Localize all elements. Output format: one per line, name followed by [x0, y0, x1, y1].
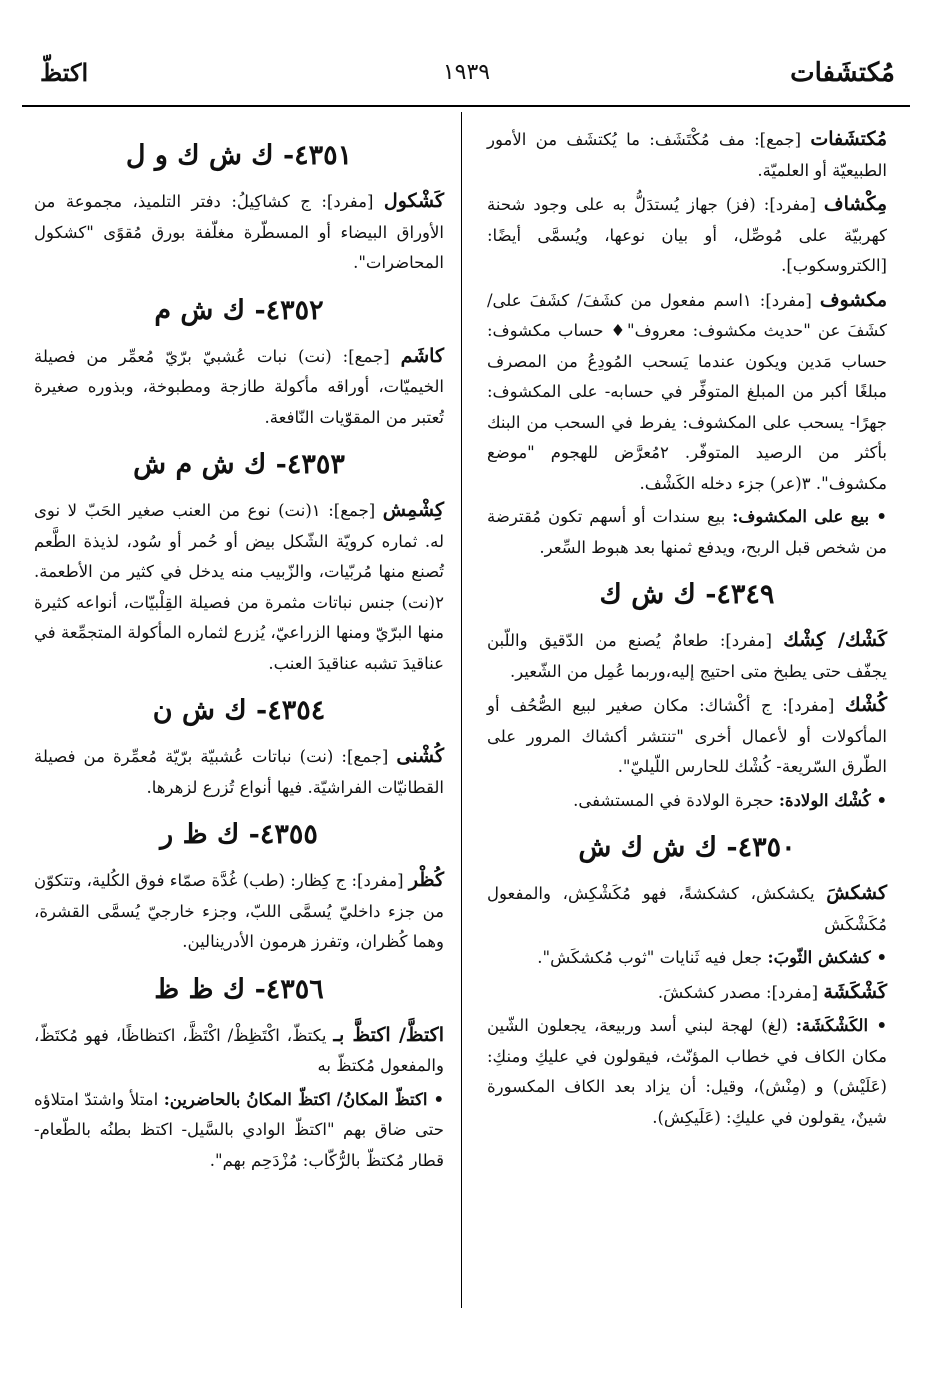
definition-text: امتلأ واشتدّ امتلاؤه حتى ضاق بهم "اكتظّ الوادي بالسَّيل- اكتظ بطنُه بالطّعام- قطار مُكتظّ بالرُّكّاب: مُزْدَحِم بهم".	[34, 1089, 444, 1170]
column-divider	[461, 112, 462, 1308]
dictionary-entry	[34, 1020, 444, 1082]
headword: • كُشْك الولادة:	[778, 790, 887, 810]
dictionary-entry	[487, 625, 887, 687]
dictionary-entry	[487, 690, 887, 783]
headword: كاشَم	[400, 344, 444, 367]
definition-text: يكشكش، كشكشةً، فهو مُكَشْكِش، والمفعول مُكَشْكَش	[487, 884, 887, 934]
dictionary-entry	[34, 741, 444, 803]
header-guide-word-left: اكتظّ	[40, 58, 89, 87]
dictionary-entry	[34, 865, 444, 958]
definition-text: بيع سندات أو أسهم تكون مُقترضة من شخص قبل الربح، ويدفع ثمنها بعد هبوط السِّعر.	[487, 507, 887, 557]
definition-text: حجرة الولادة في المستشفى.	[573, 790, 779, 810]
root-section-heading: ٤٣٥٥- ك ظ ر	[160, 819, 318, 850]
definition-text: [مفرد]: (فز) جهاز يُستدَلُّ به على وجود شحنة كهربيّة على مُوصِّل، أو بيان نوعها، ويُسمَّى أيضًا: [الكتروسكوب].	[487, 195, 887, 275]
definition-text: [مفرد]: مصدر كشكشَ.	[657, 982, 824, 1002]
dictionary-entry	[487, 189, 887, 282]
root-section-heading: ٤٣٥٦- ك ظ ظ	[154, 973, 324, 1005]
dictionary-entry	[34, 186, 444, 279]
sub-entry	[487, 502, 887, 563]
definition-text: [مفرد]: ج كِظار: (طب) غُدَّة صمّاء فوق الكُلية، وتتكوّن من جزء داخليّ يُسمَّى اللبّ، وجزء خارجيّ يُسمَّى القشرة، وهما كُظران، وتفرز هرمون الأدرينالين.	[34, 871, 444, 951]
definition-text: [مفرد]: ج أكْشاك: مكان صغير لبيع الصُّحُف أو المأكولات أو لأعمال أخرى "تنتشر أكشاك المرور على الطّرق السّريعة- كُشْك للحارس اللّيليّ".	[487, 696, 887, 776]
root-section-heading: ٤٣٥٣- ك ش م ش	[133, 449, 345, 480]
headword: • الكَشْكَشَة:	[795, 1016, 887, 1035]
definition-text: جعل فيه ثَنايات "ثوب مُكشكَش".	[537, 948, 768, 967]
headword: مِكْشاف	[823, 193, 887, 215]
root-section-heading: ٤٣٥١- ك ش ك و ل	[125, 140, 353, 171]
dictionary-entry	[487, 285, 887, 500]
dictionary-entry	[487, 124, 887, 186]
headword: كَشْكول	[383, 190, 444, 212]
headword: كَشْكَشَة	[823, 980, 887, 1003]
headword: كُظْر	[408, 869, 444, 891]
sub-entry	[487, 943, 887, 974]
sub-entry	[487, 1011, 887, 1133]
page-number: ١٩٣٩	[442, 60, 491, 85]
definition-text: [جمع]: (نت) نباتات عُشبيّة برّيّة مُعمِّرة من فصيلة القطانيّات الفراشيّة. فيها أنواع تُزرع لزهرها.	[34, 747, 444, 797]
page-header	[0, 58, 933, 98]
headword: مكشوف	[819, 288, 887, 311]
headword: كشكشَ	[826, 882, 887, 904]
headword: كَشْك/ كِشْك	[783, 629, 887, 651]
headword: كُشْنى	[396, 745, 444, 767]
dictionary-entry	[34, 495, 444, 679]
right-column	[487, 124, 887, 1136]
root-section-heading: ٤٣٤٩- ك ش ك	[599, 579, 775, 610]
sub-entry	[487, 786, 887, 817]
root-section-heading: ٤٣٥٢- ك ش م	[154, 294, 324, 326]
definition-text: [مفرد]: ١اسم مفعول من كشَفَ/ كشَفَ على/ كشَفَ عن "حديث مكشوف: معروف"♦ حساب مكشوف: حساب مَدين ويكون عندما يَسحب المُودِعُ من المصرف مبلغًا أكبر من المبلغ المتوفِّر في حسابه- على المكشوف: جهرًا- يسحب على المكشوف: يفرط في السحب من البنك بأكثر من الرصيد المتوفّر. ٢مُعرَّض للهجوم "موضع مكشوف". ٣(عر) جزء دخله الكَشْف.	[487, 290, 887, 493]
definition-text: [جمع]: مف مُكْتَشَف: ما يُكتشَف من الأمور الطبيعيّة أو العلميّة.	[487, 130, 887, 180]
header-rule	[22, 105, 910, 107]
headword: • بيع على المكشوف:	[732, 507, 887, 526]
definition-text: [جمع]: (نت) نبات عُشبيّ برّيّ مُعمِّر من فصيلة الخيميّات، أوراقه مأكولة طازجة ومطبوخة، وبذوره صغيرة تُعتبر من المقوّيات النّافعة.	[34, 346, 444, 427]
definition-text: [مفرد]: طعامٌ يُصنع من الدّقيق واللّبن يجفّف حتى يطبخ متى احتيج إليه،وربما عُمِل من الشّعير.	[487, 631, 887, 681]
headword: كِشْمِش	[382, 499, 444, 521]
definition-text: يكتظّ، اكْتَظِظْ/ اكْتَظَّ، اكتظاظًا، فهو مُكتَظّ، والمفعول مُكتظّ به	[34, 1025, 444, 1075]
dictionary-entry	[487, 878, 887, 940]
dictionary-entry	[34, 341, 444, 434]
headword: • كشكش الثّوبَ:	[767, 948, 887, 967]
root-section-heading: ٤٣٥٤- ك ش ن	[152, 695, 326, 726]
definition-text: [مفرد]: ج كشاكِيلُ: دفتر التلميذ، مجموعة من الأوراق البيضاء أو المسطّرة مغلّفة بورق مُقوًى "كشكول المحاضرات".	[34, 192, 444, 272]
headword: كُشْك	[844, 694, 887, 716]
header-guide-word-right: مُكتشَفات	[790, 58, 895, 88]
definition-text: [جمع]: ١(نت) نوع من العنب صغير الحَبّ لا نوى له. ثماره كرويّة الشّكل بيض أو حُمر أو سُود، لذيذة الطَّعم تُصنع منها مُربّيات، والزّبيب منه يدخل في كثير من الأطعمة. ٢(نت) جنس نباتات مثمرة من فصيلة القِلْبيّات، أنواعه كثيرة منها البرّيّ ومنها الزراعيّ، يُزرع لثماره المأكولة المتجمِّعة في عناقيدَ تشبه عناقيدَ العنب.	[34, 501, 444, 673]
headword: • اكتظّ المكانُ/ اكتظّ المكانُ بالحاضرين:	[163, 1089, 445, 1109]
sub-entry	[34, 1085, 444, 1177]
root-section-heading: ٤٣٥٠- ك ش ك ش	[578, 832, 796, 863]
dictionary-entry	[487, 977, 887, 1009]
headword: مُكتشَفات	[810, 128, 887, 150]
headword: اكتظَّ/ اكتظَّ بـ	[333, 1023, 444, 1046]
left-column	[34, 124, 444, 1179]
definition-text: (لغ) لهجة لبني أسد وربيعة، يجعلون الشّين مكان الكاف في خطاب المؤنّث، فيقولون في عليكِ ومنكِ: (عَلَيْش) و (مِنْش)، وقيل: أن يزاد بعد الكاف المكسورة شينٌ، يقولون في عليكِ: (عَلَيكِش).	[487, 1016, 887, 1127]
